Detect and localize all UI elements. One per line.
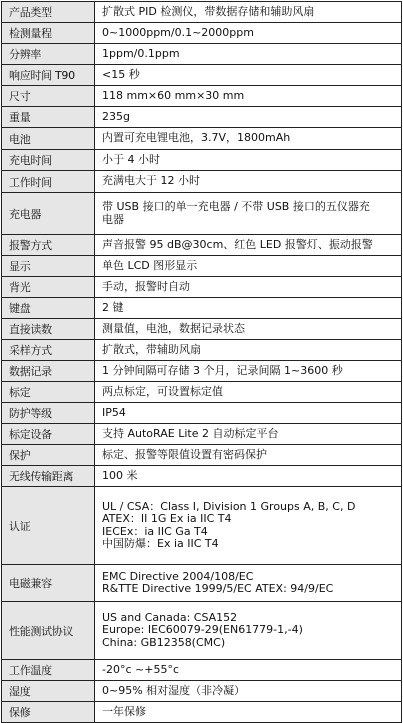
spec-row <box>2 235 402 256</box>
spec-value-line: 0~95% 相对湿度（非冷凝） <box>102 683 246 697</box>
spec-value <box>95 660 402 681</box>
spec-value-line: 118 mm×60 mm×30 mm <box>102 88 245 102</box>
spec-label: 背光 <box>2 277 95 298</box>
spec-row <box>2 702 402 723</box>
spec-label: 响应时间 T90 <box>2 65 95 86</box>
spec-sheet <box>1 1 402 720</box>
spec-value <box>95 565 402 602</box>
spec-row <box>2 565 402 602</box>
spec-value <box>95 235 402 256</box>
spec-label: 工作时间 <box>2 171 95 193</box>
spec-value-line: China: GB12358(CMC) <box>102 635 226 649</box>
spec-value <box>95 361 402 382</box>
spec-value-line: 单色 LCD 图形显示 <box>102 258 198 272</box>
spec-row <box>2 150 402 171</box>
spec-label: 电池 <box>2 128 95 150</box>
spec-value <box>95 382 402 403</box>
spec-value <box>95 445 402 466</box>
spec-value <box>95 150 402 171</box>
spec-value-line: 100 米 <box>102 468 138 482</box>
spec-value <box>95 2 402 23</box>
spec-value <box>95 681 402 702</box>
spec-label: 保修 <box>2 702 95 723</box>
spec-label: 显示 <box>2 256 95 277</box>
spec-row <box>2 298 402 319</box>
spec-value-line: 0~1000ppm/0.1~2000ppm <box>102 25 254 39</box>
spec-row <box>2 382 402 403</box>
spec-value-line: 两点标定，可设置标定值 <box>102 384 223 398</box>
spec-value-line: EMC Directive 2004/108/EC <box>102 569 254 583</box>
spec-row <box>2 487 402 565</box>
spec-row <box>2 361 402 382</box>
spec-table <box>1 1 402 723</box>
spec-row <box>2 424 402 445</box>
spec-row <box>2 340 402 361</box>
spec-label: 键盘 <box>2 298 95 319</box>
spec-row <box>2 193 402 235</box>
spec-value-line: 1ppm/0.1ppm <box>102 46 180 60</box>
spec-value-line: 标定、报警等限值设置有密码保护 <box>102 447 267 461</box>
spec-value-line: 扩散式，带辅助风扇 <box>102 342 201 356</box>
spec-value-line: 声音报警 95 dB@30cm、红色 LED 报警灯、振动报警 <box>102 237 373 251</box>
spec-row <box>2 171 402 193</box>
spec-value-line: ATEX：II 1G Ex ia IIC T4 <box>102 512 232 525</box>
spec-value-line: UL / CSA：Class I, Division 1 Groups A, B, C, D <box>102 499 356 513</box>
spec-value-line: 235g <box>102 109 130 123</box>
spec-value-line: 内置可充电锂电池，3.7V，1800mAh <box>102 131 291 145</box>
spec-row <box>2 319 402 340</box>
spec-label: 认证 <box>2 487 95 565</box>
spec-row <box>2 660 402 681</box>
spec-row <box>2 277 402 298</box>
spec-label: 报警方式 <box>2 235 95 256</box>
spec-row <box>2 256 402 277</box>
spec-value <box>95 298 402 319</box>
spec-label: 电磁兼容 <box>2 565 95 602</box>
spec-label: 防护等级 <box>2 403 95 424</box>
spec-value <box>95 702 402 723</box>
spec-value-line: Europe: IEC60079-29(EN61779-1,-4) <box>102 623 303 637</box>
spec-value <box>95 23 402 44</box>
spec-row <box>2 23 402 44</box>
spec-row <box>2 445 402 466</box>
spec-value <box>95 602 402 660</box>
spec-value-line: 电器 <box>102 212 124 226</box>
spec-value <box>95 44 402 65</box>
spec-value <box>95 424 402 445</box>
spec-label: 无线传输距离 <box>2 466 95 487</box>
spec-value <box>95 277 402 298</box>
spec-value-line: 带 USB 接口的单一充电器 / 不带 USB 接口的五仪器充 <box>102 200 370 213</box>
spec-label: 湿度 <box>2 681 95 702</box>
spec-row <box>2 44 402 65</box>
spec-label: 检测量程 <box>2 23 95 44</box>
spec-value-line: 充满电大于 12 小时 <box>102 174 200 188</box>
spec-label: 尺寸 <box>2 86 95 107</box>
spec-label: 充电器 <box>2 193 95 235</box>
spec-value <box>95 171 402 193</box>
spec-value <box>95 256 402 277</box>
spec-value <box>95 487 402 565</box>
spec-label: 数据记录 <box>2 361 95 382</box>
spec-row <box>2 681 402 702</box>
spec-value-line: 手动，报警时自动 <box>102 279 190 293</box>
spec-value-line: 扩散式 PID 检测仪，带数据存储和辅助风扇 <box>102 4 315 18</box>
spec-value <box>95 340 402 361</box>
spec-label: 标定设备 <box>2 424 95 445</box>
spec-row <box>2 466 402 487</box>
spec-row <box>2 602 402 660</box>
spec-row <box>2 107 402 128</box>
spec-row <box>2 2 402 23</box>
spec-row <box>2 128 402 150</box>
spec-value-line: 小于 4 小时 <box>102 152 160 166</box>
spec-label: 工作温度 <box>2 660 95 681</box>
spec-row <box>2 86 402 107</box>
spec-label: 性能测试协议 <box>2 602 95 660</box>
spec-label: 分辨率 <box>2 44 95 65</box>
spec-value <box>95 193 402 235</box>
spec-value <box>95 466 402 487</box>
spec-value <box>95 128 402 150</box>
spec-row <box>2 65 402 86</box>
spec-value-line: <15 秒 <box>102 67 140 81</box>
spec-value <box>95 107 402 128</box>
spec-label: 标定 <box>2 382 95 403</box>
spec-value-line: IP54 <box>102 405 126 419</box>
spec-value-line: -20°c ~+55°c <box>102 662 179 676</box>
spec-value-line: 一年保修 <box>102 704 146 718</box>
spec-value <box>95 86 402 107</box>
spec-value-line: 中国防爆：Ex ia IIC T4 <box>102 537 219 550</box>
spec-value <box>95 403 402 424</box>
spec-value-line: 2 键 <box>102 300 124 314</box>
spec-value-line: 支持 AutoRAE Lite 2 自动标定平台 <box>102 426 279 440</box>
spec-label: 充电时间 <box>2 150 95 171</box>
spec-value-line: IECEx：ia IIC Ga T4 <box>102 524 208 538</box>
spec-value-line: R&TTE Directive 1999/5/EC ATEX: 94/9/EC <box>102 582 334 595</box>
spec-table-body <box>2 2 402 723</box>
spec-value <box>95 65 402 86</box>
spec-value <box>95 319 402 340</box>
spec-value-line: 测量值，电池，数据记录状态 <box>102 321 245 335</box>
spec-label: 保护 <box>2 445 95 466</box>
spec-label: 重量 <box>2 107 95 128</box>
spec-label: 采样方式 <box>2 340 95 361</box>
spec-row <box>2 403 402 424</box>
spec-label: 直接读数 <box>2 319 95 340</box>
spec-value-line: US and Canada: CSA152 <box>102 610 238 624</box>
spec-value-line: 1 分钟间隔可存储 3 个月，记录间隔 1~3600 秒 <box>102 363 343 377</box>
spec-label: 产品类型 <box>2 2 95 23</box>
